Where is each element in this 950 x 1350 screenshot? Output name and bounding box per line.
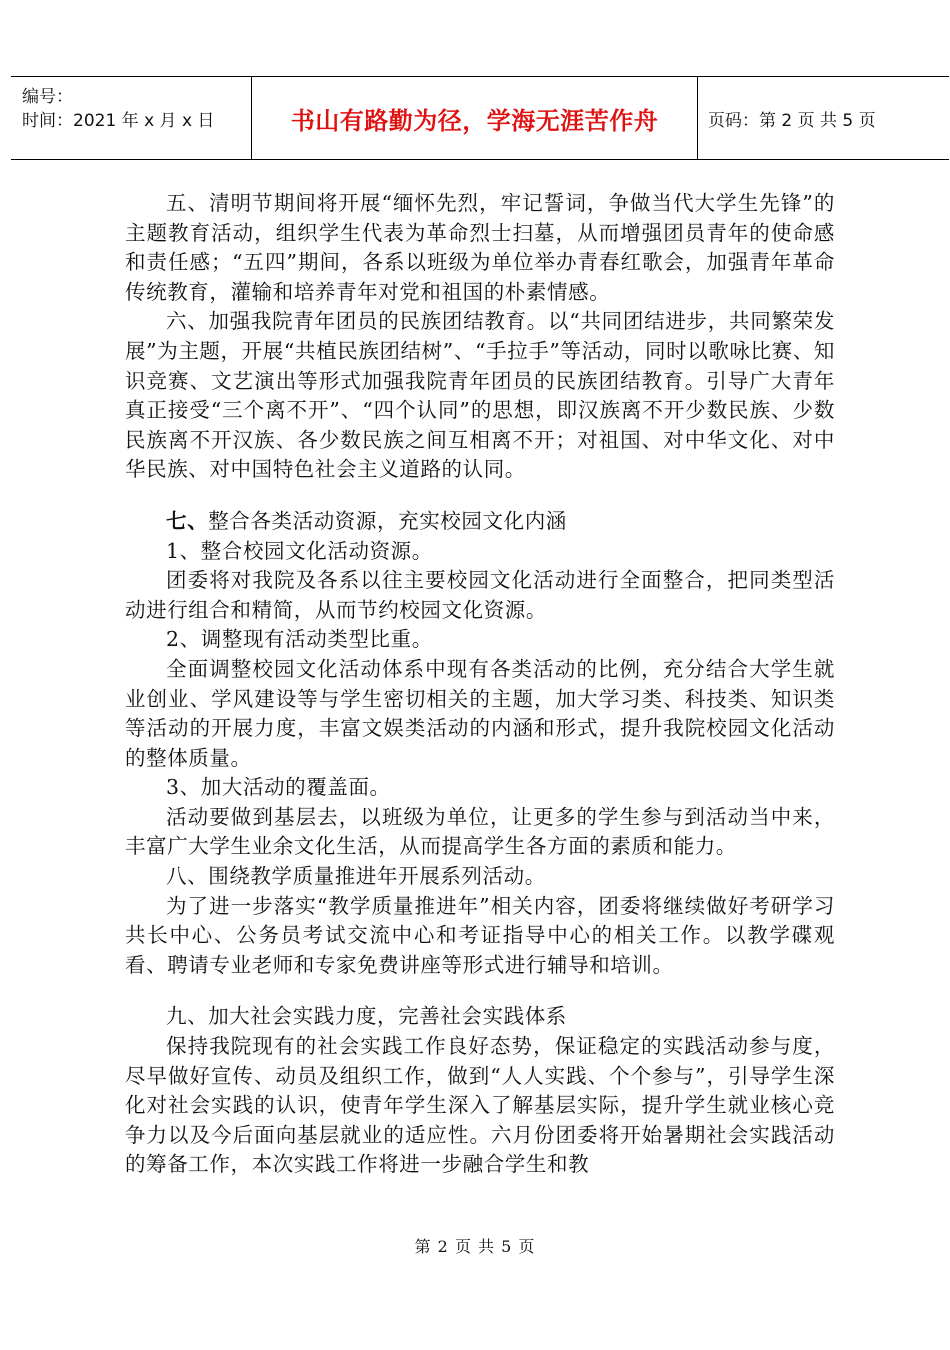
section-text-eight: 为了进一步落实“教学质量推进年”相关内容，团委将继续做好考研学习共长中心、公务员考试交流中心和考证指导中心的相关工作。以教学碟观看、聘请专业老师和专家免费讲座等形式进行辅导和培训。 (125, 893, 835, 977)
subsection-text-1: 团委将对我院及各系以往主要校园文化活动进行全面整合，把同类型活动进行组合和精简，从而节约校园文化资源。 (125, 568, 835, 622)
paragraph-five: 五、清明节期间将开展“缅怀先烈，牢记誓词，争做当代大学生先锋”的主题教育活动，组织学生代表为革命烈士扫墓，从而增强团员青年的使命感和责任感；“五四”期间，各系以班级为单位举办青春红歌会，加强青年革命传统教育，灌输和培养青年对党和祖国的朴素情感。 (125, 191, 835, 304)
subsection-text-3: 活动要做到基层去，以班级为单位，让更多的学生参与到活动当中来，丰富广大学生业余文化生活，从而提高学生各方面的素质和能力。 (125, 804, 835, 859)
section-number: 七、 (166, 508, 209, 533)
document-number-label: 编号： (22, 87, 73, 107)
subsection-text-2: 全面调整校园文化活动体系中现有各类活动的比例，充分结合大学生就业创业、学风建设等与学生密切相关的主题，加大学习类、科技类、知识类等活动的开展力度，丰富文娱类活动的内涵和形式，提升我院校园文化活动的整体质量。 (125, 656, 835, 770)
document-date: 时间：2021 年 x 月 x 日 (22, 111, 215, 131)
subsection-title-1: 1、整合校园文化活动资源。 (166, 538, 433, 563)
section-heading-eight: 八、围绕教学质量推进年开展系列活动。 (166, 864, 546, 889)
subsection-title-2: 2、调整现有活动类型比重。 (166, 627, 433, 652)
paragraph-gap (125, 980, 835, 1002)
header-motto: 书山有路勤为径，学海无涯苦作舟 (290, 106, 659, 135)
section-heading-seven (125, 507, 835, 537)
page-header (11, 76, 949, 160)
page-footer: 第 2 页 共 5 页 (414, 1237, 536, 1256)
paragraph-six: 六、加强我院青年团员的民族团结教育。以“共同团结进步，共同繁荣发展”为主题，开展“共植民族团结树”、“手拉手”等活动，同时以歌咏比赛、知识竞赛、文艺演出等形式加强我院青年团员的民族团结教育。引导广大青年真正接受“三个离不开”、“四个认同”的思想，即汉族离不开少数民族、少数民族离不开汉族、各少数民族之间互相离不开；对祖国、对中华文化、对中华民族、对中国特色社会主义道路的认同。 (125, 309, 835, 482)
section-title: 整合各类活动资源，充实校园文化内涵 (208, 508, 567, 533)
document-body (125, 189, 835, 1180)
header-motto-cell (252, 77, 698, 159)
header-meta (11, 77, 252, 159)
section-heading-nine: 九、加大社会实践力度，完善社会实践体系 (166, 1004, 567, 1029)
section-text-nine: 保持我院现有的社会实践工作良好态势，保证稳定的实践活动参与度，尽早做好宣传、动员及组织工作，做到“人人实践、个个参与”，引导学生深化对社会实践的认识，使青年学生深入了解基层实际，提升学生就业核心竞争力以及今后面向基层就业的适应性。六月份团委将开始暑期社会实践活动的筹备工作，本次实践工作将进一步融合学生和教 (125, 1034, 835, 1177)
subsection-title-3: 3、加大活动的覆盖面。 (166, 775, 391, 800)
header-page-info: 页码：第 2 页 共 5 页 (708, 110, 876, 131)
paragraph-gap (125, 485, 835, 507)
